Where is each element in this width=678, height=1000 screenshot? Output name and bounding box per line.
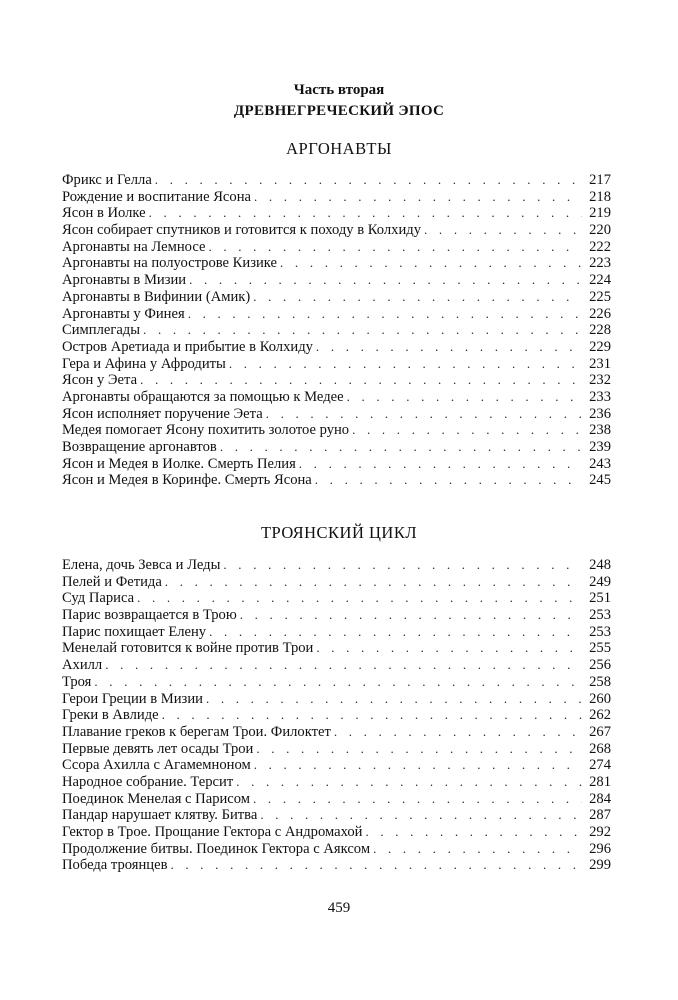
dot-leader [189, 272, 582, 289]
dot-leader [254, 189, 582, 206]
toc-entry [62, 339, 611, 356]
dot-leader [347, 389, 582, 406]
part-title: ДРЕВНЕГРЕЧЕСКИЙ ЭПОС [233, 103, 445, 119]
toc-entry-title: Остров Аретиада и прибытие в Колхиду [62, 338, 313, 355]
toc-entry-title: Аргонавты в Вифинии (Амик) [62, 288, 251, 305]
toc-entry-title: Аргонавты обращаются за помощью к Медее [62, 388, 344, 405]
toc-entry-title: Плавание греков к берегам Трои. Филоктет [62, 723, 331, 740]
toc-entry-page: 223 [589, 255, 611, 272]
toc-entry [62, 624, 611, 641]
toc-entry-page: 217 [589, 172, 611, 188]
toc-entry-title: Герои Греции в Мизии [62, 690, 203, 707]
dot-leader [155, 172, 582, 189]
dot-leader [299, 456, 582, 473]
toc-entry [62, 557, 611, 574]
dot-leader [137, 590, 582, 607]
toc-entry-title: Первые девять лет осады Трои [62, 740, 254, 757]
dot-leader [94, 674, 582, 691]
toc-entry-title: Ясон и Медея в Иолке. Смерть Пелия [62, 455, 296, 472]
toc-entry-title: Менелай готовится к войне против Трои [62, 640, 314, 657]
toc-entry-page: 239 [589, 439, 611, 455]
toc-entry-page: 253 [589, 623, 611, 640]
dot-leader [206, 691, 582, 708]
toc-entry-page: 222 [589, 238, 611, 255]
dot-leader [165, 574, 582, 591]
toc-entry [62, 807, 611, 824]
toc-entry [62, 255, 611, 272]
dot-leader [352, 422, 582, 439]
toc-entry-title: Гера и Афина у Афродиты [62, 355, 226, 372]
toc-entry-title: Ахилл [62, 657, 103, 674]
toc-entry-title: Парис похищает Елену [62, 623, 207, 640]
toc-trojan-cycle [62, 557, 611, 874]
toc-entry-page: 258 [589, 673, 611, 690]
dot-leader [208, 239, 582, 256]
dot-leader [424, 222, 582, 239]
toc-entry-page: 296 [589, 840, 611, 857]
dot-leader [170, 857, 582, 874]
toc-entry [62, 824, 611, 841]
toc-entry [62, 574, 611, 591]
toc-entry [62, 439, 611, 456]
toc-entry [62, 724, 611, 741]
dot-leader [280, 255, 582, 272]
toc-entry [62, 857, 611, 874]
dot-leader [229, 356, 582, 373]
toc-entry [62, 372, 611, 389]
toc-entry [62, 306, 611, 323]
toc-entry-title: Ясон в Иолке [62, 205, 146, 222]
toc-entry-title: Рождение и воспитание Ясона [62, 188, 251, 205]
toc-entry [62, 422, 611, 439]
toc-entry [62, 222, 611, 239]
toc-entry-page: 245 [589, 472, 611, 489]
toc-entry-title: Фрикс и Гелла [62, 172, 152, 188]
toc-entry-page: 225 [589, 288, 611, 305]
toc-entry-title: Парис возвращается в Трою [62, 607, 237, 624]
dot-leader [162, 707, 582, 724]
toc-entry [62, 456, 611, 473]
dot-leader [188, 306, 582, 323]
dot-leader [316, 339, 582, 356]
toc-entry-title: Елена, дочь Зевса и Леды [62, 557, 221, 573]
dot-leader [143, 322, 582, 339]
page-number: 459 [327, 900, 351, 916]
toc-entry-title: Возвращение аргонавтов [62, 439, 217, 455]
section-heading-trojan-cycle: ТРОЯНСКИЙ ЦИКЛ [260, 523, 418, 542]
dot-leader [334, 724, 582, 741]
toc-entry-page: 238 [589, 422, 611, 439]
toc-entry [62, 707, 611, 724]
toc-entry-page: 299 [589, 857, 611, 874]
toc-entry-page: 220 [589, 222, 611, 239]
toc-entry-title: Греки в Авлиде [62, 707, 159, 724]
toc-entry-title: Троя [62, 673, 92, 690]
toc-entry-title: Гектор в Трое. Прощание Гектора с Андромахой [62, 824, 363, 840]
toc-entry-page: 236 [589, 405, 611, 422]
toc-entry [62, 472, 611, 489]
toc-entry [62, 640, 611, 657]
toc-entry-page: 287 [589, 807, 611, 824]
toc-entry-title: Медея помогает Ясону похитить золотое руно [62, 422, 350, 439]
toc-argonauts [62, 172, 611, 489]
toc-entry [62, 841, 611, 858]
toc-entry-title: Пандар нарушает клятву. Битва [62, 807, 258, 824]
toc-entry-page: 262 [589, 707, 611, 724]
section-heading-argonauts: АРГОНАВТЫ [286, 139, 392, 158]
toc-entry-page: 292 [589, 824, 611, 840]
dot-leader [266, 406, 582, 423]
toc-entry-page: 256 [589, 657, 611, 674]
toc-entry [62, 189, 611, 206]
dot-leader [149, 205, 582, 222]
toc-entry-page: 274 [589, 757, 611, 774]
toc-entry [62, 322, 611, 339]
toc-entry-page: 284 [589, 790, 611, 807]
toc-entry-page: 255 [589, 640, 611, 657]
dot-leader [365, 824, 582, 841]
toc-entry-page: 229 [589, 338, 611, 355]
toc-entry [62, 406, 611, 423]
toc-entry-title: Суд Париса [62, 590, 135, 607]
toc-entry-page: 253 [589, 607, 611, 624]
toc-entry [62, 356, 611, 373]
toc-entry-title: Ясон исполняет поручение Эета [62, 405, 263, 422]
toc-entry-page: 248 [589, 557, 611, 573]
dot-leader [253, 289, 582, 306]
toc-entry [62, 691, 611, 708]
toc-entry-page: 219 [589, 205, 611, 222]
toc-entry-page: 249 [589, 573, 611, 590]
dot-leader [240, 607, 582, 624]
toc-entry [62, 657, 611, 674]
dot-leader [220, 439, 582, 456]
toc-entry-page: 226 [589, 305, 611, 322]
toc-entry-title: Ясон собирает спутников и готовится к походу в Колхиду [62, 222, 422, 239]
toc-entry [62, 389, 611, 406]
dot-leader [315, 472, 582, 489]
toc-entry-title: Аргонавты на полуострове Кизике [62, 255, 278, 272]
toc-entry-page: 281 [589, 773, 611, 790]
toc-entry-page: 224 [589, 272, 611, 289]
dot-leader [254, 757, 582, 774]
toc-entry-page: 218 [589, 188, 611, 205]
toc-entry-title: Народное собрание. Терсит [62, 773, 234, 790]
dot-leader [256, 741, 582, 758]
toc-entry-title: Победа троянцев [62, 857, 168, 874]
toc-entry-title: Пелей и Фетида [62, 573, 162, 590]
toc-entry-title: Ясон и Медея в Коринфе. Смерть Ясона [62, 472, 312, 489]
dot-leader [373, 841, 582, 858]
dot-leader [223, 557, 582, 574]
toc-entry-page: 228 [589, 322, 611, 339]
dot-leader [140, 372, 582, 389]
toc-entry-title: Аргонавты у Финея [62, 305, 185, 322]
toc-entry-title: Ссора Ахилла с Агамемноном [62, 757, 251, 774]
toc-entry-page: 233 [589, 388, 611, 405]
toc-entry [62, 172, 611, 189]
toc-entry [62, 272, 611, 289]
toc-entry-page: 260 [589, 690, 611, 707]
toc-entry-page: 267 [589, 723, 611, 740]
toc-entry-title: Поединок Менелая с Парисом [62, 790, 251, 807]
toc-entry-page: 251 [589, 590, 611, 607]
toc-entry-title: Ясон у Эета [62, 372, 138, 389]
toc-entry-title: Аргонавты в Мизии [62, 272, 187, 289]
dot-leader [236, 774, 582, 791]
toc-entry [62, 741, 611, 758]
toc-entry [62, 757, 611, 774]
dot-leader [253, 791, 582, 808]
toc-entry-title: Аргонавты на Лемносе [62, 238, 206, 255]
part-label: Часть вторая [293, 82, 385, 98]
dot-leader [316, 640, 582, 657]
toc-entry-page: 232 [589, 372, 611, 389]
toc-entry [62, 607, 611, 624]
dot-leader [209, 624, 582, 641]
toc-entry [62, 590, 611, 607]
toc-entry [62, 289, 611, 306]
toc-entry-page: 243 [589, 455, 611, 472]
toc-entry [62, 205, 611, 222]
toc-entry-title: Продолжение битвы. Поединок Гектора с Аяксом [62, 840, 371, 857]
toc-entry-page: 231 [589, 355, 611, 372]
toc-entry-title: Симплегады [62, 322, 141, 339]
toc-entry [62, 791, 611, 808]
toc-entry [62, 239, 611, 256]
dot-leader [105, 657, 582, 674]
toc-entry [62, 674, 611, 691]
toc-entry [62, 774, 611, 791]
dot-leader [260, 807, 582, 824]
toc-entry-page: 268 [589, 740, 611, 757]
